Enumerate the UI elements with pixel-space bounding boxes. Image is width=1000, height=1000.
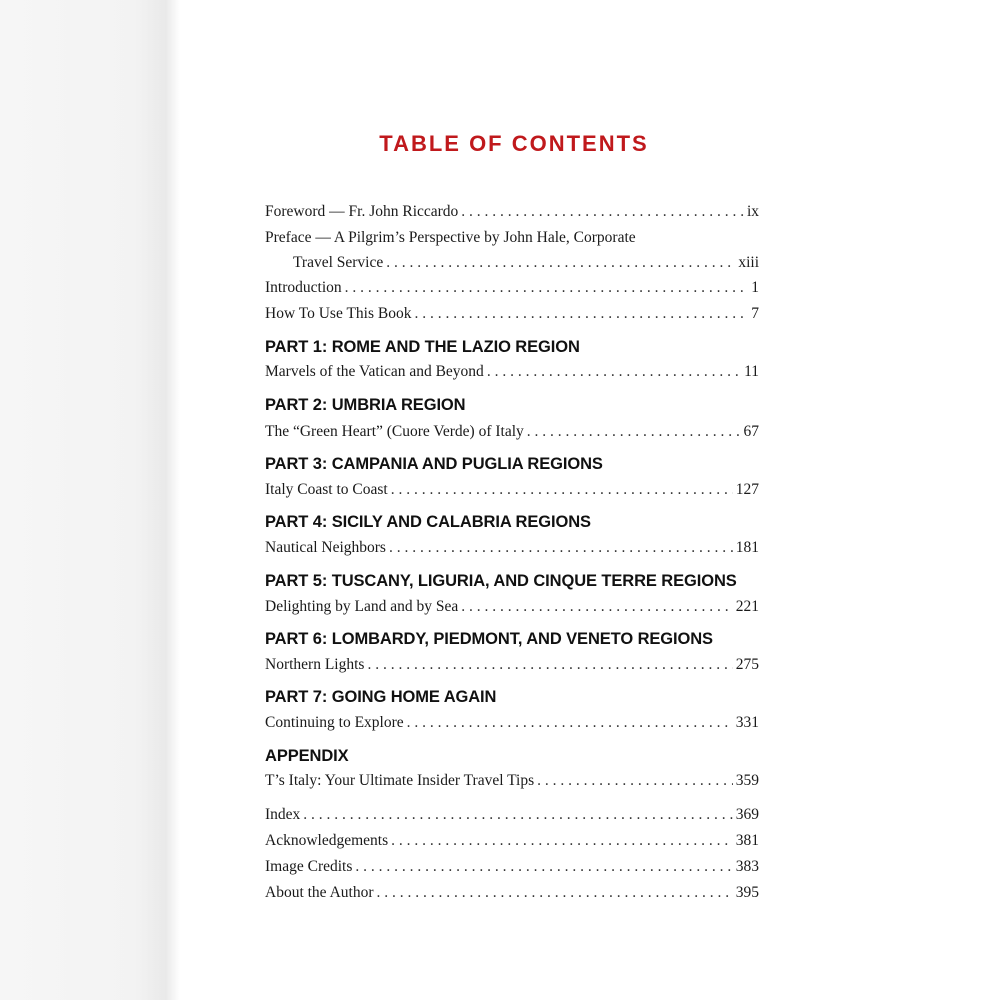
dot-leader: [391, 480, 733, 500]
entry-page-number: 67: [743, 423, 759, 440]
toc-entry-acknowledgements: [265, 831, 759, 851]
part-heading-4: PART 4: SICILY AND CALABRIA REGIONS: [265, 513, 591, 531]
entry-label: About the Author: [265, 884, 374, 901]
entry-page-number: 331: [735, 714, 759, 731]
toc-entry-image-credits: [265, 857, 759, 877]
entry-label: Acknowledgements: [265, 832, 389, 849]
part-heading-7: PART 7: GOING HOME AGAIN: [265, 688, 497, 706]
toc-entry-about-author: [265, 883, 759, 903]
entry-label: Travel Service: [293, 254, 384, 271]
dot-leader: [461, 202, 744, 222]
dot-leader: [355, 857, 732, 877]
entry-label: Italy Coast to Coast: [265, 481, 388, 498]
part-heading-1: PART 1: ROME AND THE LAZIO REGION: [265, 338, 580, 356]
part-heading-6: PART 6: LOMBARDY, PIEDMONT, AND VENETO REGIONS: [265, 630, 713, 648]
entry-page-number: 11: [744, 363, 759, 380]
dot-leader: [487, 362, 741, 382]
entry-page-number: 381: [735, 832, 759, 849]
entry-page-number: 127: [735, 481, 759, 498]
entry-page-number: 275: [735, 656, 759, 673]
entry-page-number: 369: [735, 806, 759, 823]
entry-label: The “Green Heart” (Cuore Verde) of Italy: [265, 423, 524, 440]
toc-entry-part-3: [265, 480, 759, 500]
toc-entry-part-1: [265, 362, 759, 382]
toc-entry-part-4: [265, 538, 759, 558]
entry-label: Foreword — Fr. John Riccardo: [265, 203, 459, 220]
toc-entry-index: [265, 805, 759, 825]
entry-page-number: ix: [746, 203, 759, 220]
dot-leader: [367, 655, 732, 675]
entry-page-number: 383: [735, 858, 759, 875]
appendix-heading: APPENDIX: [265, 747, 349, 765]
page-title: TABLE OF CONTENTS: [379, 131, 649, 156]
dot-leader: [414, 304, 748, 324]
entry-label: Nautical Neighbors: [265, 539, 386, 556]
dot-leader: [407, 713, 733, 733]
entry-label: Delighting by Land and by Sea: [265, 598, 459, 615]
entry-label: Continuing to Explore: [265, 714, 404, 731]
toc-entry-part-5: [265, 597, 759, 617]
toc-entry-part-2: [265, 422, 759, 442]
dot-leader: [389, 538, 733, 558]
toc-entry-part-7: [265, 713, 759, 733]
entry-page-number: 395: [735, 884, 759, 901]
toc-entry-preface-line1: Preface — A Pilgrim’s Perspective by John Hale, Corporate: [265, 229, 636, 246]
dot-leader: [377, 883, 733, 903]
entry-page-number: 7: [751, 305, 759, 322]
entry-page-number: 181: [735, 539, 759, 556]
entry-label: Image Credits: [265, 858, 353, 875]
entry-page-number: 1: [751, 279, 759, 296]
dot-leader: [303, 805, 732, 825]
part-heading-5: PART 5: TUSCANY, LIGURIA, AND CINQUE TERRE REGIONS: [265, 572, 737, 590]
part-heading-2: PART 2: UMBRIA REGION: [265, 396, 466, 414]
entry-label: Introduction: [265, 279, 342, 296]
dot-leader: [345, 278, 749, 298]
entry-label: How To Use This Book: [265, 305, 412, 322]
dot-leader: [537, 771, 733, 791]
entry-page-number: 359: [735, 772, 759, 789]
entry-label: Marvels of the Vatican and Beyond: [265, 363, 484, 380]
entry-label: T’s Italy: Your Ultimate Insider Travel Tips: [265, 772, 535, 789]
entry-page-number: xiii: [738, 254, 759, 271]
toc-entry-part-6: [265, 655, 759, 675]
entry-label: Index: [265, 806, 301, 823]
book-gutter-shadow: [0, 0, 180, 1000]
toc-entry-introduction: [265, 278, 759, 298]
dot-leader: [386, 253, 735, 273]
toc-entry-how-to-use: [265, 304, 759, 324]
toc-entry-foreword: [265, 202, 759, 222]
entry-label: Northern Lights: [265, 656, 365, 673]
dot-leader: [391, 831, 733, 851]
toc-entry-preface: [293, 253, 759, 273]
entry-page-number: 221: [735, 598, 759, 615]
part-heading-3: PART 3: CAMPANIA AND PUGLIA REGIONS: [265, 455, 603, 473]
dot-leader: [461, 597, 732, 617]
toc-entry-appendix: [265, 771, 759, 791]
dot-leader: [527, 422, 741, 442]
